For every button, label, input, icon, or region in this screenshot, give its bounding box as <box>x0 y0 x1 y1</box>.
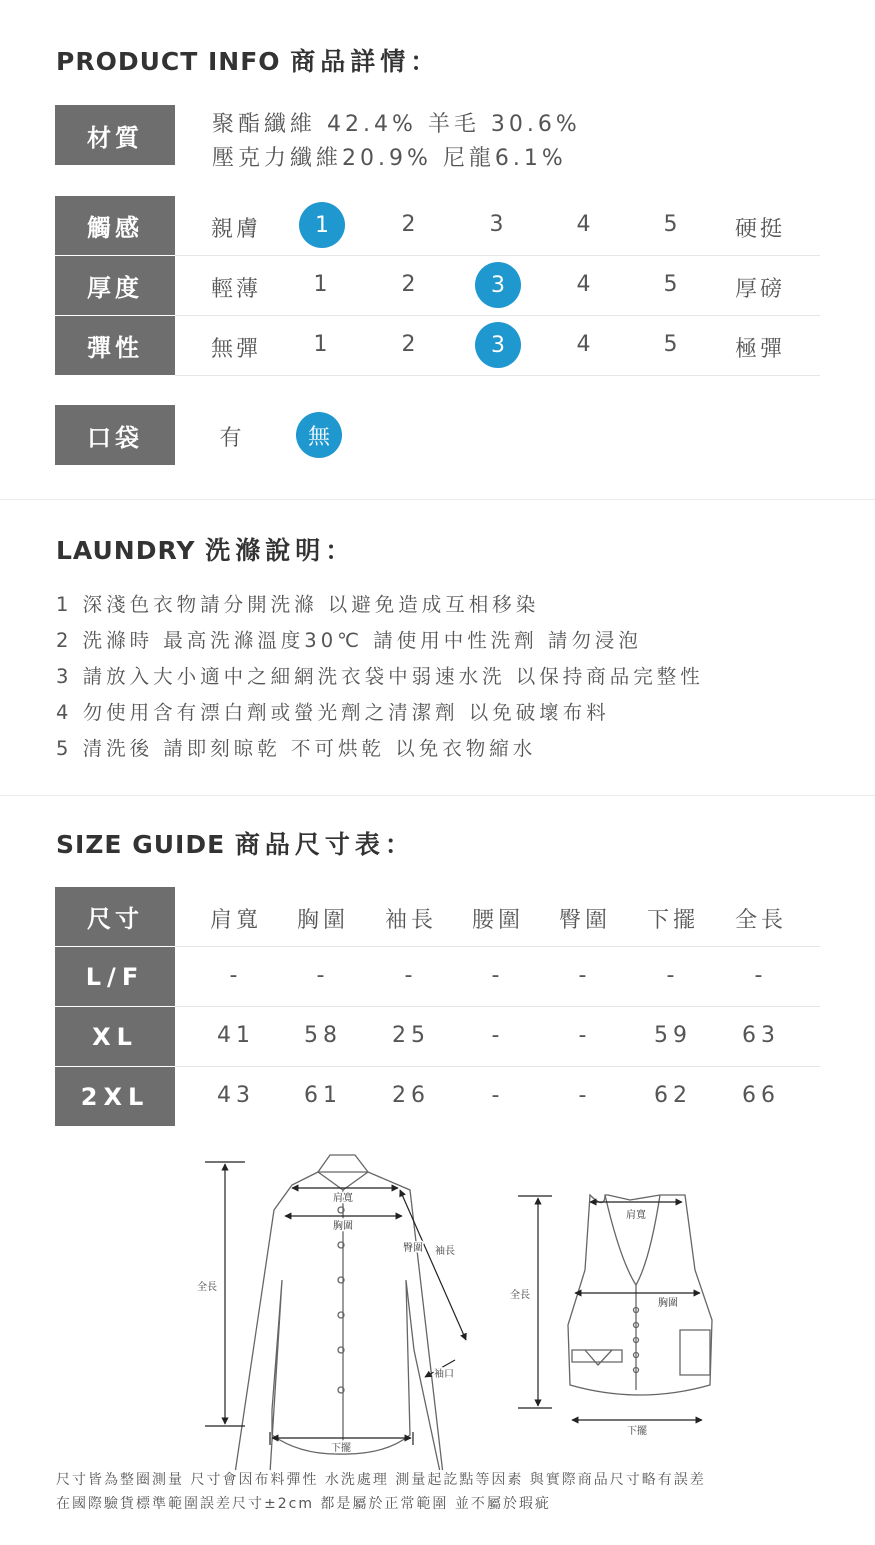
attribute-low-label: 無彈 <box>210 337 261 362</box>
size-column-header: 下擺 <box>646 908 699 933</box>
size-value: 59 <box>654 1023 692 1048</box>
row-divider <box>175 255 820 256</box>
pocket-option-selected: 無 <box>296 412 342 458</box>
size-value: - <box>229 963 243 988</box>
row-divider <box>175 315 820 316</box>
size-value: - <box>404 963 418 988</box>
rating-selected: 3 <box>475 262 521 308</box>
shirt-outline <box>234 1172 446 1470</box>
label-vest-chest: 胸圍 <box>658 1298 678 1309</box>
size-note: 尺寸皆為整圈測量 尺寸會因布料彈性 水洗處理 測量起訖點等因素 與實際商品尺寸略有誤差 <box>56 1472 706 1488</box>
size-column-header: 肩寬 <box>209 908 262 933</box>
rating-number: 4 <box>576 212 594 237</box>
section-divider <box>0 499 875 500</box>
size-column-header: 臀圍 <box>558 908 611 933</box>
size-value: 62 <box>654 1083 692 1108</box>
label-vest-hem: 下擺 <box>627 1426 647 1437</box>
attribute-high-label: 厚磅 <box>734 277 785 302</box>
attribute-low-label: 親膚 <box>210 217 261 242</box>
label-shoulder: 肩寬 <box>333 1193 353 1204</box>
rating-selected: 1 <box>299 202 345 248</box>
row-divider <box>175 1066 820 1067</box>
product-info-title-zh: 商品詳情： <box>290 47 441 76</box>
label-length: 全長 <box>197 1282 217 1293</box>
label-hem: 下擺 <box>331 1443 351 1454</box>
rating-number: 2 <box>401 332 419 357</box>
row-divider <box>175 1006 820 1007</box>
row-divider <box>175 946 820 947</box>
size-value: 66 <box>742 1083 780 1108</box>
section-divider <box>0 795 875 796</box>
size-guide-title-en: SIZE GUIDE <box>56 830 226 859</box>
size-value: - <box>491 1023 505 1048</box>
size-value: 61 <box>304 1083 342 1108</box>
laundry-list <box>56 587 704 767</box>
label-chest: 胸圍 <box>333 1221 353 1232</box>
label-vest-shoulder: 肩寬 <box>626 1210 646 1221</box>
size-row-header: XL <box>55 1007 175 1066</box>
rating-number: 2 <box>401 272 419 297</box>
measurement-diagram <box>0 1150 875 1470</box>
size-row-header: 2XL <box>55 1067 175 1126</box>
size-table-corner: 尺寸 <box>55 887 175 946</box>
attribute-low-label: 輕薄 <box>210 277 261 302</box>
rating-number: 3 <box>489 212 507 237</box>
rating-selected: 3 <box>475 322 521 368</box>
size-value: 41 <box>217 1023 255 1048</box>
vest-outline <box>568 1195 712 1395</box>
size-note: 在國際驗貨標準範圍誤差尺寸±2cm 都是屬於正常範圍 並不屬於瑕疵 <box>56 1496 551 1512</box>
rating-number: 4 <box>576 272 594 297</box>
size-value: - <box>754 963 768 988</box>
rating-number: 5 <box>663 272 681 297</box>
size-value: - <box>491 963 505 988</box>
material-line-2: 壓克力纖維20.9% 尼龍6.1% <box>212 146 567 171</box>
label-sleeve: 袖長 <box>435 1246 455 1257</box>
laundry-item: 3 請放入大小適中之細網洗衣袋中弱速水洗 以保持商品完整性 <box>56 665 704 688</box>
pocket-option: 有 <box>219 426 245 451</box>
label-hip: 臀圍 <box>403 1243 423 1254</box>
size-value: - <box>578 1023 592 1048</box>
size-guide-title <box>56 825 415 861</box>
label-cuff: 袖口 <box>434 1369 454 1380</box>
rating-number: 1 <box>313 332 331 357</box>
size-guide-title-zh: 商品尺寸表： <box>234 830 415 859</box>
laundry-item: 1 深淺色衣物請分開洗滌 以避免造成互相移染 <box>56 593 540 616</box>
vest-neckline <box>605 1195 660 1285</box>
laundry-title-en: LAUNDRY <box>56 536 196 565</box>
vest-pocket-right <box>680 1330 710 1375</box>
size-value: 26 <box>392 1083 430 1108</box>
rating-number: 2 <box>401 212 419 237</box>
material-line-1: 聚酯纖維 42.4% 羊毛 30.6% <box>212 112 581 137</box>
attribute-high-label: 極彈 <box>734 337 785 362</box>
product-info-title <box>56 42 440 78</box>
size-value: 63 <box>742 1023 780 1048</box>
laundry-title-zh: 洗滌說明： <box>205 536 356 565</box>
size-value: 43 <box>217 1083 255 1108</box>
size-column-header: 胸圍 <box>296 908 349 933</box>
size-value: - <box>316 963 330 988</box>
pocket-header: 口袋 <box>55 405 175 465</box>
laundry-item: 2 洗滌時 最高洗滌溫度30℃ 請使用中性洗劑 請勿浸泡 <box>56 629 642 652</box>
attribute-header: 彈性 <box>55 316 175 375</box>
size-value: - <box>666 963 680 988</box>
row-divider <box>175 375 820 376</box>
attribute-header: 厚度 <box>55 256 175 315</box>
rating-number: 1 <box>313 272 331 297</box>
size-value: 58 <box>304 1023 342 1048</box>
material-header: 材質 <box>55 105 175 165</box>
size-value: - <box>578 963 592 988</box>
attribute-header: 觸感 <box>55 196 175 255</box>
laundry-title <box>56 531 355 567</box>
laundry-item: 4 勿使用含有漂白劑或螢光劑之清潔劑 以免破壞布料 <box>56 701 610 724</box>
size-row-header: L/F <box>55 947 175 1006</box>
product-info-title-en: PRODUCT INFO <box>56 47 281 76</box>
vest-pocket-left <box>572 1350 622 1365</box>
rating-number: 5 <box>663 212 681 237</box>
rating-number: 5 <box>663 332 681 357</box>
laundry-item: 5 清洗後 請即刻晾乾 不可烘乾 以免衣物縮水 <box>56 737 537 760</box>
size-column-header: 腰圍 <box>471 908 524 933</box>
size-value: 25 <box>392 1023 430 1048</box>
attribute-high-label: 硬挺 <box>734 217 785 242</box>
size-value: - <box>491 1083 505 1108</box>
size-column-header: 袖長 <box>384 908 437 933</box>
size-value: - <box>578 1083 592 1108</box>
size-column-header: 全長 <box>734 908 787 933</box>
label-vest-length: 全長 <box>510 1290 530 1301</box>
rating-number: 4 <box>576 332 594 357</box>
size-notes <box>56 1468 706 1516</box>
